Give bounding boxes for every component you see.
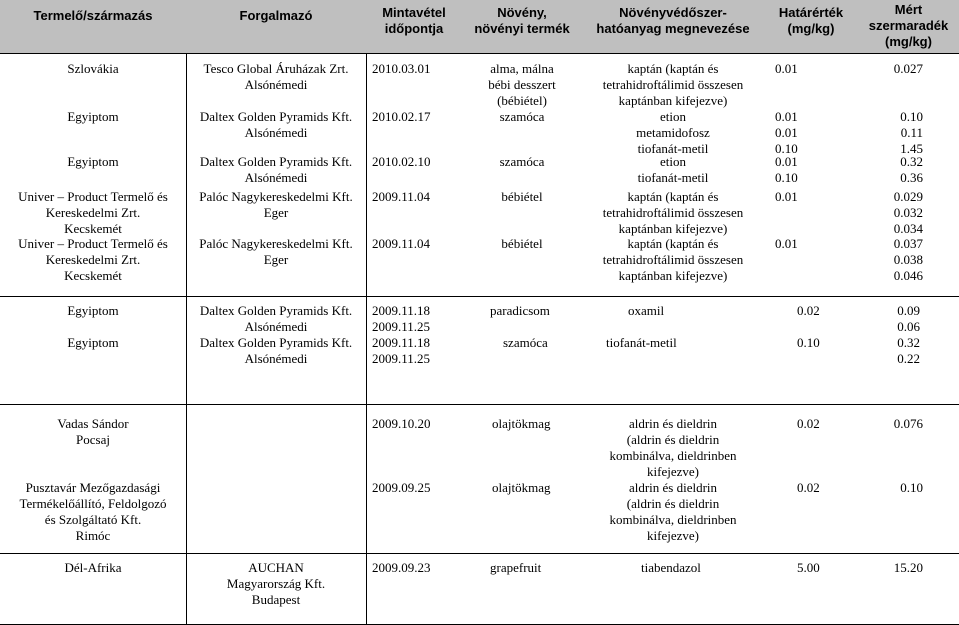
header-active: Növényvédőszer- hatóanyag megnevezése: [596, 5, 750, 36]
table-cell: kaptán (kaptán és tetrahidroftálimid összesen kaptánban kifejezve): [602, 61, 744, 108]
table-cell: AUCHAN Magyarország Kft. Budapest: [226, 560, 326, 607]
table-cell: alma, málna bébi desszert (bébiétel): [488, 61, 556, 108]
table-cell: 0.32 0.36: [900, 154, 923, 185]
table-cell: Egyiptom: [67, 335, 119, 350]
table-cell: etion metamidofosz tiofanát-metil: [636, 109, 710, 156]
table-cell: 2009.11.04: [372, 189, 431, 204]
header-sampling: Mintavétel időpontja: [382, 5, 446, 36]
table-cell: 0.09 0.06: [897, 303, 920, 334]
table-cell: paradicsom: [490, 303, 550, 318]
header-distributor: Forgalmazó: [239, 8, 313, 23]
table-cell: 2010.02.17: [372, 109, 431, 124]
header-producer: Termelő/származás: [33, 8, 153, 23]
table-cell: Egyiptom: [67, 303, 119, 318]
table-cell: tiabendazol: [641, 560, 701, 575]
table-cell: 2009.09.23: [372, 560, 431, 575]
table-cell: 0.01: [775, 61, 798, 76]
table-cell: bébiétel: [501, 236, 543, 251]
header-measured: Mért szermaradék (mg/kg): [868, 2, 949, 49]
table-cell: Pusztavár Mezőgazdasági Termékelőállító, Feldolgozó és Szolgáltató Kft. Rimóc: [19, 480, 167, 543]
table-cell: aldrin és dieldrin (aldrin és dieldrin kombinálva, dieldrinben kifejezve): [609, 480, 737, 543]
table-cell: olajtökmag: [492, 480, 551, 495]
header-plant: Növény, növényi termék: [474, 5, 570, 36]
table-cell: Palóc Nagykereskedelmi Kft. Eger: [199, 189, 353, 220]
table-cell: Dél-Afrika: [64, 560, 122, 575]
table-cell: Szlovákia: [67, 61, 119, 76]
table-cell: szamóca: [499, 109, 545, 124]
table-cell: 2009.11.18 2009.11.25: [372, 303, 431, 334]
table-cell: 0.027: [893, 61, 923, 76]
table-cell: kaptán (kaptán és tetrahidroftálimid összesen kaptánban kifejezve): [602, 236, 744, 283]
table-cell: szamóca: [499, 154, 545, 169]
table-cell: Daltex Golden Pyramids Kft. Alsónémedi: [199, 154, 353, 185]
table-cell: 5.00: [797, 560, 820, 575]
table-cell: 0.01: [775, 236, 798, 251]
table-cell: 0.01 0.10: [775, 154, 798, 185]
table-cell: 0.029 0.032 0.034: [893, 189, 923, 236]
table-cell: 0.037 0.038 0.046: [893, 236, 923, 283]
table-cell: kaptán (kaptán és tetrahidroftálimid összesen kaptánban kifejezve): [602, 189, 744, 236]
table-cell: 0.10: [797, 335, 820, 350]
table-cell: 0.10 0.11 1.45: [900, 109, 923, 156]
table-cell: oxamil: [628, 303, 665, 318]
table-cell: 0.01 0.01 0.10: [775, 109, 798, 156]
table-cell: Univer – Product Termelő és Kereskedelmi Zrt. Kecskemét: [18, 236, 168, 283]
table-cell: Daltex Golden Pyramids Kft. Alsónémedi: [199, 303, 353, 334]
table-cell: Vadas Sándor Pocsaj: [57, 416, 129, 447]
table-cell: Tesco Global Áruházak Zrt. Alsónémedi: [203, 61, 349, 92]
table-cell: aldrin és dieldrin (aldrin és dieldrin kombinálva, dieldrinben kifejezve): [609, 416, 737, 479]
table-cell: 0.01: [775, 189, 798, 204]
table-cell: Egyiptom: [67, 154, 119, 169]
table-cell: 2010.03.01: [372, 61, 431, 76]
table-cell: 15.20: [893, 560, 923, 575]
table-cell: Egyiptom: [67, 109, 119, 124]
table-cell: 0.02: [797, 416, 820, 431]
table-cell: Daltex Golden Pyramids Kft. Alsónémedi: [199, 335, 353, 366]
table-cell: olajtökmag: [492, 416, 551, 431]
table-cell: 0.02: [797, 480, 820, 495]
table-cell: 0.02: [797, 303, 820, 318]
table-cell: szamóca: [503, 335, 548, 350]
table-cell: Daltex Golden Pyramids Kft. Alsónémedi: [199, 109, 353, 140]
table-cell: 2009.09.25: [372, 480, 431, 495]
table-cell: 2009.11.18 2009.11.25: [372, 335, 431, 366]
table-cell: 2010.02.10: [372, 154, 431, 169]
table-cell: etion tiofanát-metil: [637, 154, 709, 185]
table-cell: Univer – Product Termelő és Kereskedelmi Zrt. Kecskemét: [18, 189, 168, 236]
table-cell: tiofanát-metil: [606, 335, 677, 350]
header-limit: Határérték (mg/kg): [778, 5, 844, 36]
table-cell: 0.10: [900, 480, 923, 495]
table-cell: bébiétel: [501, 189, 543, 204]
table-cell: 2009.10.20: [372, 416, 431, 431]
table-cell: Palóc Nagykereskedelmi Kft. Eger: [199, 236, 353, 267]
table-cell: 2009.11.04: [372, 236, 431, 251]
table-cell: 0.076: [893, 416, 923, 431]
table-cell: grapefruit: [490, 560, 542, 575]
table-cell: 0.32 0.22: [897, 335, 920, 366]
